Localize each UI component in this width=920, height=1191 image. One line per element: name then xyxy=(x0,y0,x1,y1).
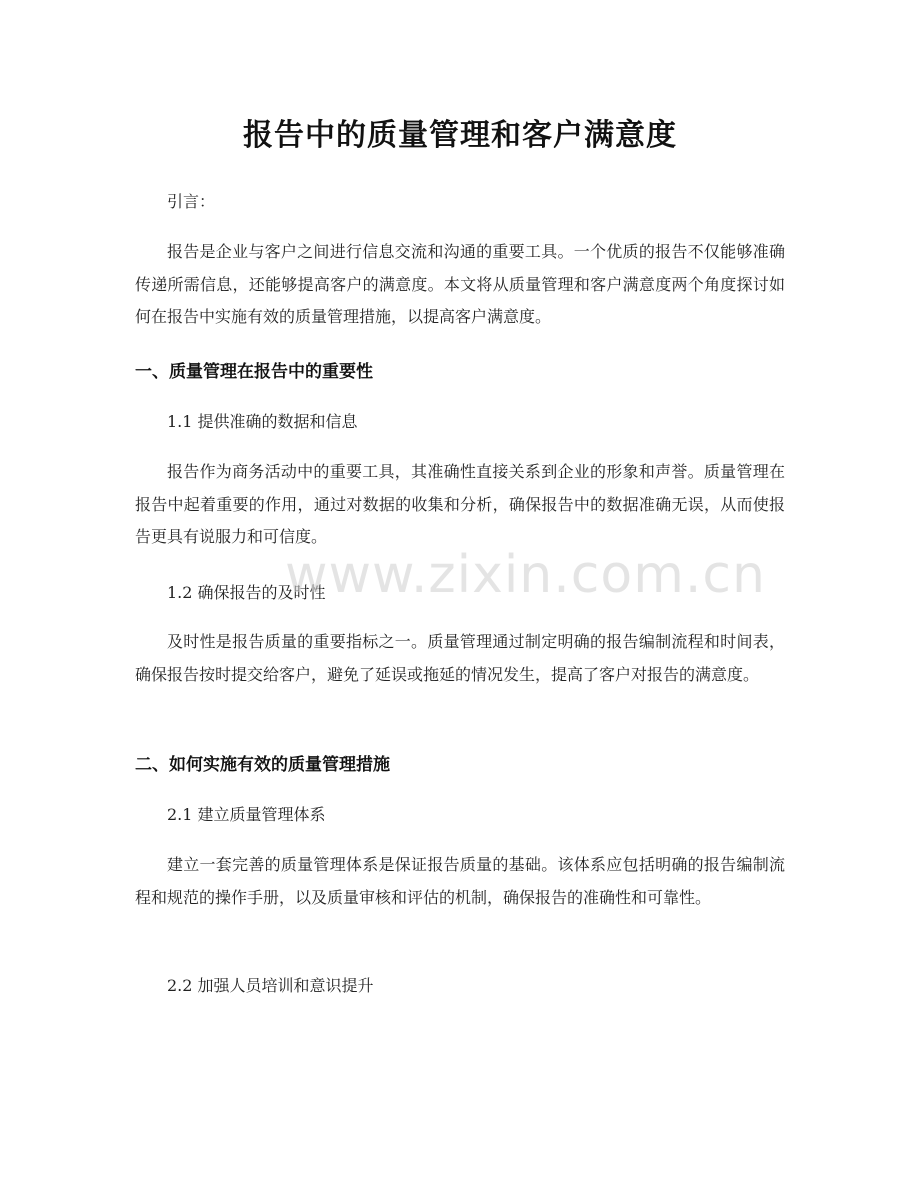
subsection-2-1-paragraph: 建立一套完善的质量管理体系是保证报告质量的基础。该体系应包括明确的报告编制流程和规范的操作手册，以及质量审核和评估的机制，确保报告的准确性和可靠性。 xyxy=(135,855,785,907)
intro-paragraph: 报告是企业与客户之间进行信息交流和沟通的重要工具。一个优质的报告不仅能够准确传递所需信息，还能够提高客户的满意度。本文将从质量管理和客户满意度两个角度探讨如何在报告中实施有效的质量管理措施，以提高客户满意度。 xyxy=(135,242,785,326)
document-title: 报告中的质量管理和客户满意度 xyxy=(243,118,677,153)
subsection-1-2-paragraph: 及时性是报告质量的重要指标之一。质量管理通过制定明确的报告编制流程和时间表，确保报告按时提交给客户，避免了延误或拖延的情况发生，提高了客户对报告的满意度。 xyxy=(135,632,785,684)
subsection-1-1-title: 1.1 提供准确的数据和信息 xyxy=(167,412,358,431)
subsection-2-2-title: 2.2 加强人员培训和意识提升 xyxy=(167,976,374,995)
subsection-1-2-title: 1.2 确保报告的及时性 xyxy=(167,583,326,602)
subsection-2-1-title: 2.1 建立质量管理体系 xyxy=(167,805,326,824)
subsection-1-1-paragraph: 报告作为商务活动中的重要工具，其准确性直接关系到企业的形象和声誉。质量管理在报告中起着重要的作用，通过对数据的收集和分析，确保报告中的数据准确无误，从而使报告更具有说服力和可信度。 xyxy=(135,462,785,546)
section-2-heading: 二、如何实施有效的质量管理措施 xyxy=(135,755,390,775)
watermark-text: www.zixin.com.cn xyxy=(285,545,766,605)
section-1-heading: 一、质量管理在报告中的重要性 xyxy=(135,362,373,382)
intro-label: 引言： xyxy=(167,192,216,211)
